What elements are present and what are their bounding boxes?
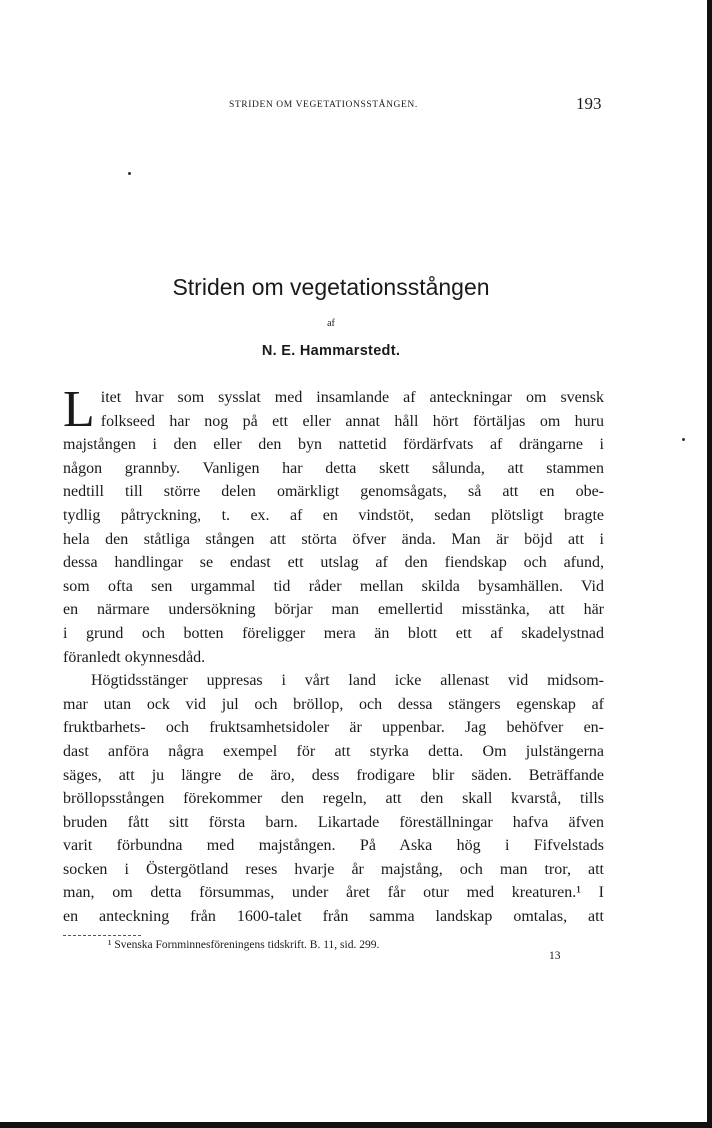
- text-line: folkseed har nog på ett eller annat håll hört förtäljas om huru: [100, 412, 604, 430]
- text-line: nedtill till större delen omärkligt genomsågats, så att en obe-: [63, 483, 604, 501]
- paragraph-2: [63, 669, 604, 929]
- text-line: itet hvar som sysslat med insamlande af anteckningar om svensk: [100, 389, 604, 406]
- page-number: 193: [576, 94, 602, 113]
- running-head: STRIDEN OM VEGETATIONSSTÅNGEN.: [229, 100, 418, 110]
- text-line: tydlig påtryckning, t. ex. af en vindstöt, sedan plötsligt bragte: [63, 506, 604, 524]
- footnote: ¹ Svenska Fornminnesföreningens tidskrift. B. 11, sid. 299.: [108, 939, 380, 951]
- ink-speck: [128, 172, 131, 175]
- text-line: föranledt okynnesdåd.: [63, 648, 206, 666]
- text-line: dast anföra några exempel för att styrka detta. Om julstängerna: [63, 742, 604, 760]
- text-line: bruden fått sitt första barn. Likartade föreställningar hafva äfven: [63, 813, 604, 831]
- scan-bottom-border: [0, 1122, 712, 1128]
- drop-cap: L: [63, 381, 95, 438]
- text-line: dessa handlingar se endast ett utslag af den fiendskap och afund,: [63, 554, 604, 572]
- article-title: Striden om vegetationsstången: [172, 274, 490, 300]
- text-line: varit förbundna med majstången. På Aska hög i Fifvelstads: [63, 837, 604, 855]
- text-line: socken i Östergötland reses hvarje år majstång, och man tror, att: [63, 860, 604, 878]
- byline-prefix: af: [327, 318, 335, 329]
- signature-mark: 13: [549, 950, 561, 962]
- text-line: man, om detta försummas, under året får otur med kreaturen.¹ I: [63, 884, 604, 902]
- text-line: någon grannby. Vanligen har detta skett sålunda, att stammen: [63, 459, 604, 477]
- scan-right-border: [707, 0, 712, 1128]
- text-line: i grund och botten föreligger mera än blott ett af skadelystnad: [63, 624, 604, 642]
- text-line: en närmare undersökning börjar man emellertid misstänka, att här: [63, 601, 604, 619]
- text-line: hela den ståtliga stången att störta öfver ända. Man är böjd att i: [63, 530, 604, 548]
- text-line: säges, att ju längre de äro, dess frodigare blir säden. Beträffande: [63, 766, 604, 784]
- author-name: N. E. Hammarstedt.: [261, 343, 401, 359]
- text-line: majstången i den eller den byn nattetid fördärfvats af drängarne i: [63, 436, 604, 454]
- paragraph-1: [63, 381, 604, 669]
- text-line: som ofta sen urgammal tid råder mellan skilda bysamhällen. Vid: [63, 577, 604, 595]
- article-body: [63, 381, 604, 929]
- ink-speck: [682, 438, 685, 441]
- text-line: mar utan ock vid jul och bröllop, och dessa stängers egenskap af: [63, 695, 604, 713]
- text-line: en anteckning från 1600-talet från samma landskap omtalas, att: [63, 908, 604, 926]
- text-line: fruktbarhets- och fruktsamhetsidoler är uppenbar. Jag behöfver en-: [63, 719, 604, 737]
- text-line: bröllopsstången förekommer den regeln, att den skall kvarstå, tills: [63, 790, 604, 808]
- footnote-rule: [63, 935, 141, 936]
- text-line: Högtidsstänger uppresas i vårt land icke allenast vid midsom-: [91, 672, 604, 690]
